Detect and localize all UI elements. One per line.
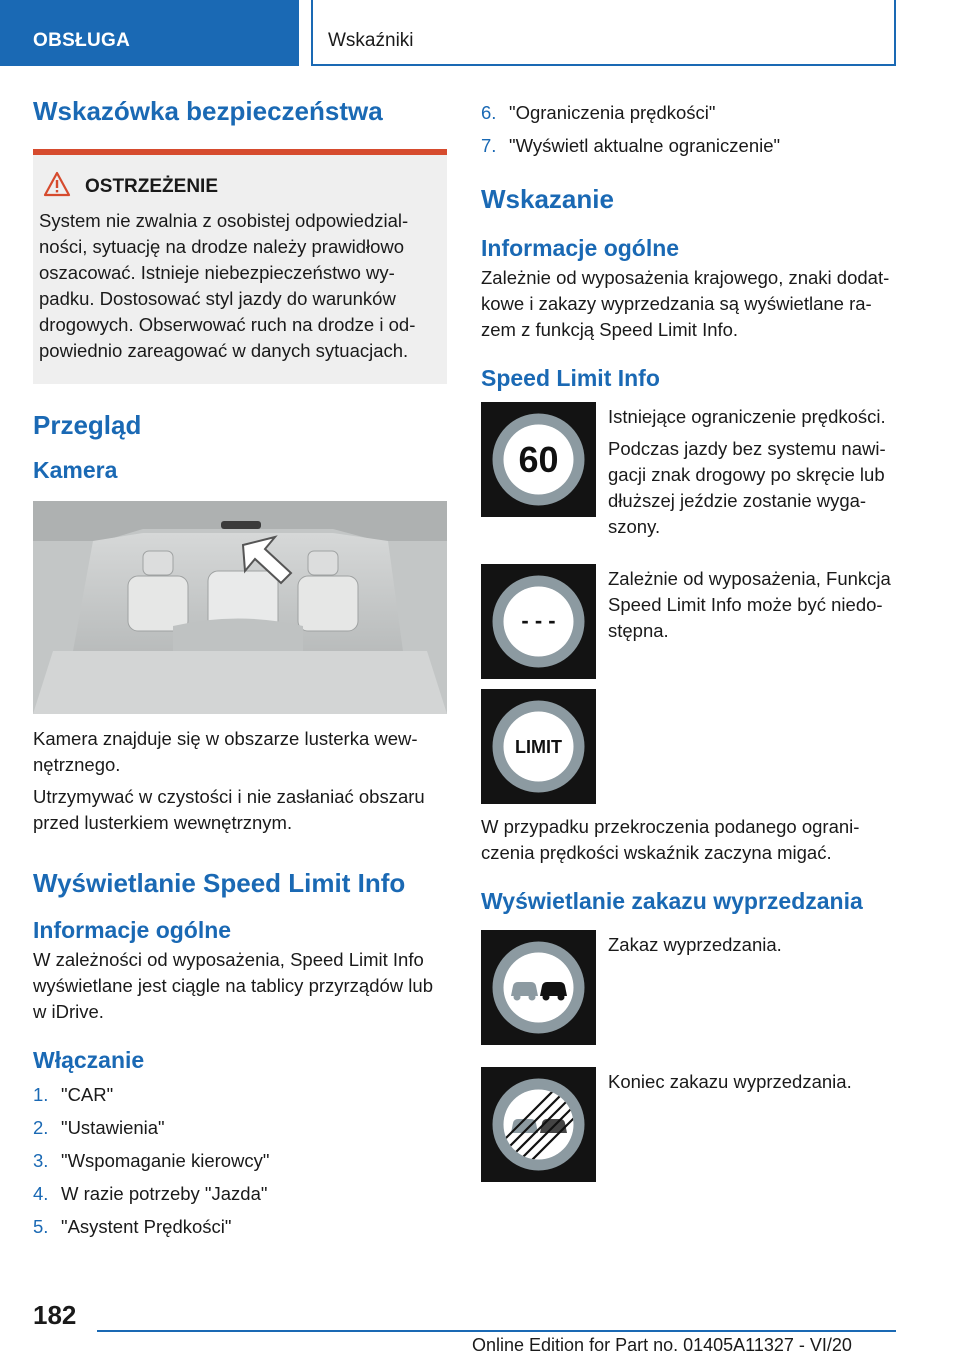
safety-heading: Wskazówka bezpieczeństwa [33,96,383,126]
limit-sign-icon [481,689,596,804]
sign-60-text: szony. [608,516,661,538]
sign-dash-row [481,564,895,679]
no-overtake-description [608,930,782,1045]
list-item [33,1078,447,1111]
end-no-overtake-description [608,1067,852,1182]
enable-heading: Włączanie [33,1046,145,1073]
list-item [33,1177,447,1210]
no-overtake-text: Zakaz wyprzedzania. [608,933,782,955]
list-item [33,1144,447,1177]
sign-dash-text: stępna. [608,620,669,642]
warning-line: System nie zwalnia z osobistej odpowiedzial- [39,210,409,232]
warning-line: drogowych. Obserwować ruch na drodze i od- [39,314,416,336]
speed-limit-unavailable-sign-icon [481,564,596,679]
step-text: W razie potrzeby "Jazda" [61,1183,268,1205]
sign-60-text: Podczas jazdy bez systemu nawi- [608,438,886,460]
list-item [33,1210,447,1243]
indication-heading: Wskazanie [481,184,614,214]
camera-heading: Kamera [33,457,118,484]
edition-note: Online Edition for Part no. 01405A11327 - VI/20 [472,1335,852,1355]
section-tab [0,0,299,66]
general-text-line: wyświetlane jest ciągle na tablicy przyrządów lub [33,974,433,996]
no-overtake-row [481,930,895,1045]
sign-60-text: Istniejące ograniczenie prędkości. [608,406,886,428]
camera-illustration [33,501,447,714]
warning-box [33,149,447,384]
step-text: "Wspomaganie kierowcy" [61,1150,270,1172]
step-text: "Ograniczenia prędkości" [509,102,716,123]
warning-title: OSTRZEŻENIE [85,175,219,197]
general-text-line: zem z funkcją Speed Limit Info. [481,318,739,340]
page-header [0,0,960,66]
step-number: 4. [33,1183,49,1205]
right-column [481,96,895,1182]
end-no-overtake-row [481,1067,895,1182]
step-number: 1. [33,1084,49,1106]
sign-60-row [481,402,895,540]
sign-60-value: 60 [518,439,559,481]
step-number: 2. [33,1117,49,1139]
step-text: "Ustawienia" [61,1117,165,1139]
exceed-text-line: czenia prędkości wskaźnik zaczyna migać. [481,842,832,864]
sign-60-text: dłuższej jeździe zostanie wyga- [608,490,867,512]
step-text: "Wyświetl aktualne ograniczenie" [509,135,781,156]
end-no-overtaking-sign-icon [481,1067,596,1182]
warning-line: powiednio zareagować w danych sytuacjach. [39,340,409,362]
chapter-tab [311,0,896,66]
camera-text-line: Utrzymywać w czystości i nie zasłaniać obszaru [33,785,425,807]
sign-limit-value: LIMIT [515,737,562,758]
sign-dash-description [608,564,891,679]
general-heading: Informacje ogólne [481,235,680,262]
no-overtaking-sign-icon [481,930,596,1045]
end-no-overtake-text: Koniec zakazu wyprzedzania. [608,1070,852,1092]
sign-dash-text: Zależnie od wyposażenia, Funkcja [608,568,891,590]
enable-steps-list [33,1078,447,1243]
camera-text-line: Kamera znajduje się w obszarze lusterka wew- [33,727,418,749]
page-number: 182 [33,1300,77,1330]
warning-line: ności, sytuację na drodze należy prawidłowo [39,236,405,258]
sli-heading: Speed Limit Info [481,364,660,391]
camera-text-line: przed lusterkiem wewnętrznym. [33,811,293,833]
general-text-line: Zależnie od wyposażenia krajowego, znaki dodat- [481,266,890,288]
general-heading: Informacje ogólne [33,917,232,944]
general-text-line: W zależności od wyposażenia, Speed Limit Info [33,948,424,970]
exceed-text-line: W przypadku przekroczenia podanego ograni- [481,816,860,838]
section-label: OBSŁUGA [33,30,131,51]
footer-divider [97,1330,896,1332]
general-text-line: kowe i zakazy wyprzedzania są wyświetlane ra- [481,292,872,314]
general-text-line: w iDrive. [33,1000,104,1022]
camera-text-line: nętrznego. [33,753,121,775]
step-number: 3. [33,1150,49,1172]
speed-limit-60-sign-icon [481,402,596,517]
list-item [481,129,895,162]
chapter-label: Wskaźniki [328,30,414,51]
warning-line: padku. Dostosować styl jazdy do warunków [39,288,396,310]
step-number: 7. [481,135,497,156]
sign-limit-row [481,689,895,804]
step-number: 5. [33,1216,49,1238]
list-item [481,96,895,129]
sign-dash-value: - - - [521,608,556,634]
sign-60-text: gacji znak drogowy po skręcie lub [608,464,885,486]
step-number: 6. [481,102,497,123]
enable-steps-continued [481,96,895,162]
overview-heading: Przegląd [33,410,142,441]
list-item [33,1111,447,1144]
warning-triangle-icon [43,171,71,202]
left-column [33,96,447,1243]
warning-line: oszacować. Istnieje niebezpieczeństwo wy- [39,262,395,284]
step-text: "CAR" [61,1084,114,1106]
sign-60-description [608,402,886,540]
display-heading: Wyświetlanie Speed Limit Info [33,867,406,898]
sign-dash-text: Speed Limit Info może być niedo- [608,594,883,616]
step-text: "Asystent Prędkości" [61,1216,232,1238]
overtake-heading: Wyświetlanie zakazu wyprzedzania [481,888,863,915]
